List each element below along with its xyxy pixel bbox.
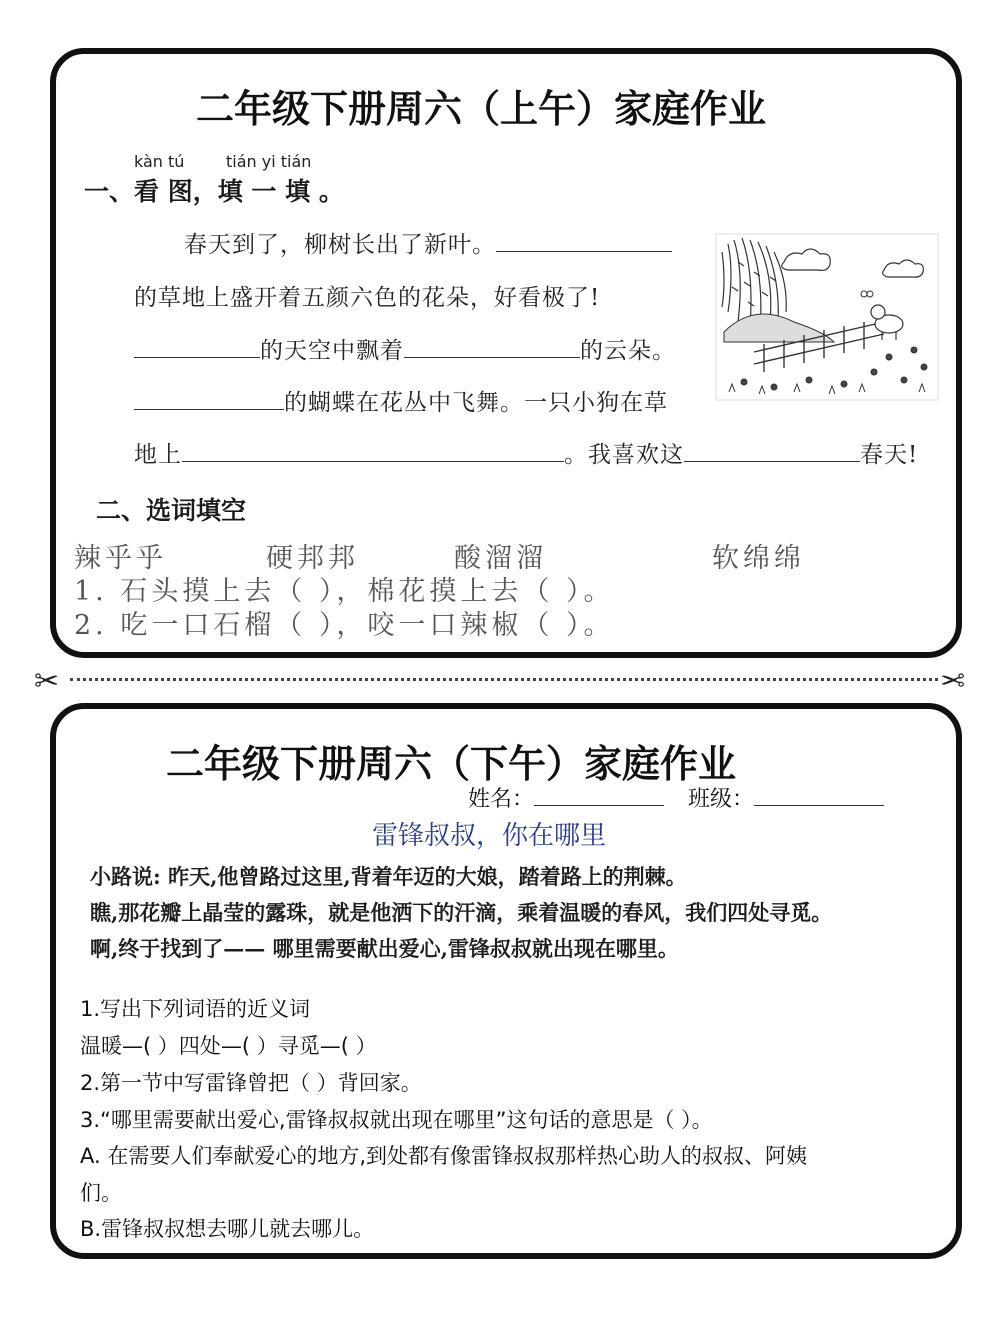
fill-line-5 xyxy=(134,436,918,469)
word-choice-1: 辣乎乎 xyxy=(74,543,167,574)
cut-line xyxy=(70,678,938,681)
fill-line-3-text-a: 的天空中飘着 xyxy=(260,338,404,364)
section2-heading: 二、选词填空 xyxy=(96,496,247,525)
option-a-continued: 们。 xyxy=(80,1181,122,1205)
choice-question-1: 1. 石头摸上去（ ），棉花摸上去（ ）。 xyxy=(74,576,615,607)
word-choice-3: 酸溜溜 xyxy=(454,543,547,574)
question-2: 2.第一节中写雷锋曾把（ ）背回家。 xyxy=(80,1071,422,1095)
fill-line-1-text: 春天到了，柳树长出了新叶。 xyxy=(184,232,496,258)
option-b: B.雷锋叔叔想去哪儿就去哪儿。 xyxy=(80,1217,375,1241)
scissors-icon: ✂ xyxy=(34,664,60,699)
fill-line-5-text-c: 春天! xyxy=(860,442,919,468)
scissors-icon: ✂ xyxy=(940,664,966,699)
afternoon-homework-card xyxy=(50,703,962,1259)
class-label: 班级： xyxy=(688,787,755,812)
fill-blank[interactable] xyxy=(182,439,564,462)
pinyin-kantu: kàn tú xyxy=(134,152,185,171)
fill-line-3 xyxy=(134,332,676,365)
fill-blank[interactable] xyxy=(404,335,580,358)
name-input[interactable] xyxy=(534,781,664,806)
question-3: 3.“哪里需要献出爱心,雷锋叔叔就出现在哪里”这句话的意思是（ ）。 xyxy=(80,1108,713,1132)
choice-question-2: 2. 吃一口石榴（ ），咬一口辣椒（ ）。 xyxy=(74,610,615,641)
name-label: 姓名： xyxy=(468,787,535,812)
poem-line-3: 啊,终于找到了—— 哪里需要献出爱心,雷锋叔叔就出现在哪里。 xyxy=(90,936,679,961)
fill-blank[interactable] xyxy=(684,439,860,462)
fill-line-2: 的草地上盛开着五颜六色的花朵，好看极了! xyxy=(134,285,601,311)
morning-homework-card xyxy=(50,48,962,658)
word-choice-2: 硬邦邦 xyxy=(266,543,359,574)
poem-title: 雷锋叔叔，你在哪里 xyxy=(372,821,607,851)
option-a: A. 在需要人们奉献爱心的地方,到处都有像雷锋叔叔那样热心助人的叔叔、阿姨 xyxy=(80,1144,808,1168)
question-1-blanks: 温暖—( ）四处—( ）寻觅—( ） xyxy=(80,1034,377,1058)
class-input[interactable] xyxy=(754,781,884,806)
pinyin-tianyitian: tián yi tián xyxy=(226,152,312,171)
fill-line-4-text: 的蝴蝶在花丛中飞舞。一只小狗在草 xyxy=(284,390,668,416)
poem-line-1: 小路说: 昨天,他曾路过这里,背着年迈的大娘，踏着路上的荆棘。 xyxy=(90,864,687,889)
class-field xyxy=(688,781,884,813)
fill-line-3-text-b: 的云朵。 xyxy=(580,338,676,364)
fill-blank[interactable] xyxy=(496,229,672,252)
spring-scene-illustration xyxy=(714,232,940,402)
fill-line-5-text-b: 。我喜欢这 xyxy=(564,442,684,468)
fill-line-4 xyxy=(134,384,668,417)
fill-line-1 xyxy=(184,226,672,259)
section1-heading: 一、看 图，填 一 填 。 xyxy=(84,177,344,206)
name-field xyxy=(468,781,664,813)
word-choice-4: 软绵绵 xyxy=(712,543,805,574)
question-1: 1.写出下列词语的近义词 xyxy=(80,997,311,1021)
morning-title: 二年级下册周六（上午）家庭作业 xyxy=(196,87,767,131)
poem-line-2: 瞧,那花瓣上晶莹的露珠，就是他洒下的汗滴，乘着温暖的春风，我们四处寻觅。 xyxy=(90,900,833,925)
fill-blank[interactable] xyxy=(134,387,284,410)
fill-blank[interactable] xyxy=(134,335,260,358)
afternoon-title: 二年级下册周六（下午）家庭作业 xyxy=(166,742,737,786)
fill-line-5-text-a: 地上 xyxy=(134,442,182,468)
